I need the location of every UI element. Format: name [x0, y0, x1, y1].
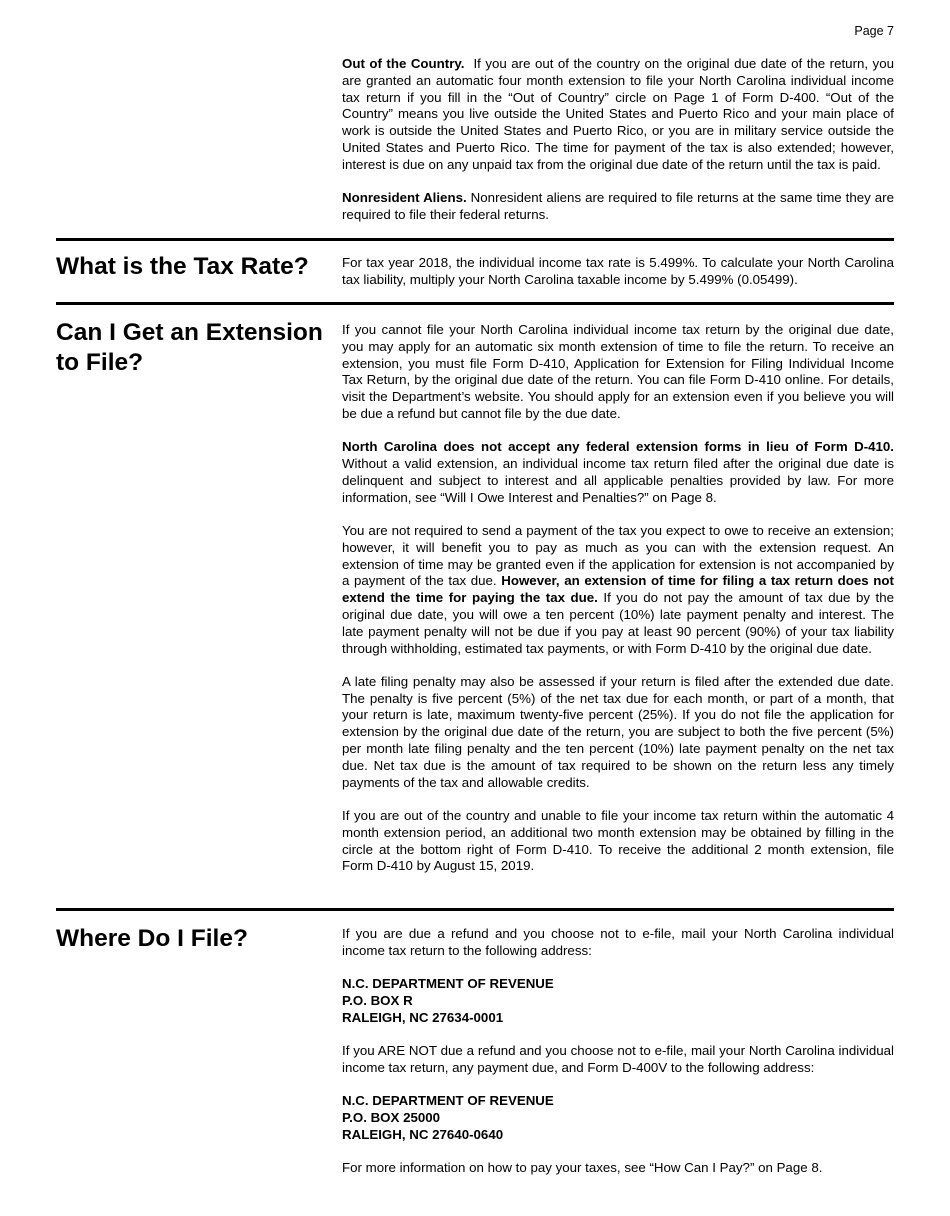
payment-address	[342, 1093, 894, 1143]
tax-rate-text: For tax year 2018, the individual income tax rate is 5.499%. To calculate your North Carolina tax liability, multiply your North Carolina taxable income by 5.499% (0.05499).	[342, 255, 894, 287]
address-line: N.C. DEPARTMENT OF REVENUE	[342, 1093, 554, 1109]
extension-paragraph-2	[342, 439, 894, 506]
address-line: P.O. BOX R	[342, 992, 413, 1008]
tax-rate-heading: What is the Tax Rate?	[56, 253, 309, 280]
extension-heading: Can I Get an Extension to File?	[56, 319, 323, 376]
extension-paragraph-3	[342, 523, 894, 657]
address-line: RALEIGH, NC 27640-0640	[342, 1126, 504, 1142]
extension-paragraph-1: If you cannot file your North Carolina individual income tax return by the original due date, you may apply for an automatic six month extension of time to file the return. To receive an extension, you must file Form D-410, Application for Extension for Filing Individual Income Tax Return, by the original due date of the return. You can file Form D-410 online. For details, visit the Department’s website. You should apply for an extension even if you believe you will be due a refund but cannot file by the due date.	[342, 322, 894, 421]
out-of-country-paragraph	[342, 56, 894, 174]
nonresident-aliens-text: Nonresident aliens are required to file returns at the same time they are required to file their federal returns.	[342, 190, 895, 222]
more-info-paragraph: For more information on how to pay your taxes, see “How Can I Pay?” on Page 8.	[342, 1159, 823, 1175]
extension-paragraph-5: If you are out of the country and unable to file your income tax return within the automatic 4 month extension period, an additional two month extension may be obtained by filling in the circle at the bottom right of Form D-410. To receive the additional 2 month extension, file Form D-410 by August 15, 2019.	[342, 807, 894, 874]
section-divider	[56, 238, 894, 241]
page-number: Page 7	[854, 24, 894, 38]
extension-paragraph-3-a: You are not required to send a payment of the tax you expect to owe to receive an extension; however, it will benefit you to pay as much as you can with the extension request. An extension of time may be granted even if the application for extension is not accompanied by a payment of the tax due.	[342, 522, 894, 589]
refund-address	[342, 976, 894, 1026]
payment-notice: However, an extension of time for filing a tax return does not extend the time for paying the tax due.	[342, 573, 894, 606]
out-of-country-lead: Out of the Country.	[342, 56, 465, 71]
intro-section	[342, 56, 894, 224]
federal-forms-notice: North Carolina does not accept any federal extension forms in lieu of Form D-410.	[342, 439, 894, 455]
payment-due-paragraph: If you ARE NOT due a refund and you choose not to e-file, mail your North Carolina individual income tax return, any payment due, and Form D-400V to the following address:	[342, 1042, 894, 1075]
where-file-section	[342, 926, 894, 1177]
extension-paragraph-3-b: If you do not pay the amount of tax due by the original due date, you will owe a ten percent (10%) late payment penalty and interest. The late payment penalty will not be due if you pay at least 90 percent (90%) of your tax liability through withholding, estimated tax payments, or with Form D-410 by the original due date.	[342, 590, 895, 656]
extension-section	[342, 322, 894, 875]
address-line: RALEIGH, NC 27634-0001	[342, 1009, 504, 1025]
nonresident-aliens-paragraph	[342, 190, 894, 224]
address-line: N.C. DEPARTMENT OF REVENUE	[342, 976, 554, 992]
address-line: P.O. BOX 25000	[342, 1109, 441, 1125]
out-of-country-text: If you are out of the country on the original due date of the return, you are granted an automatic four month extension to file your North Carolina individual income tax return if you fill in the “Out of Country” circle on Page 1 of Form D-400. “Out of the Country” means you live outside the United States and Puerto Rico and your main place of work is outside the United States and Puerto Rico, or you are in military service outside the United States and Puerto Rico. The time for payment of the tax is also extended; however, interest is due on any unpaid tax from the original due date of the return until the tax is paid.	[342, 56, 894, 172]
refund-paragraph: If you are due a refund and you choose not to e-file, mail your North Carolina individual income tax return to the following address:	[342, 926, 894, 958]
extension-paragraph-4: A late filing penalty may also be assessed if your return is filed after the extended due date. The penalty is five percent (5%) of the net tax due for each month, or part of a month, that your return is late, maximum twenty-five percent (25%). If you do not file the application for extension by the original due date of the return, you are subject to both the five percent (5%) per month late filing penalty and the ten percent (10%) late payment penalty on the net tax due. Net tax due is the amount of tax required to be shown on the return less any timely payments of the tax and allowable credits.	[342, 673, 894, 790]
extension-paragraph-2-text: Without a valid extension, an individual income tax return filed after the original due date is delinquent and subject to interest and all applicable penalties provided by law. For more information, see “Will I Owe Interest and Penalties?” on Page 8.	[342, 456, 894, 505]
section-divider	[56, 908, 894, 911]
tax-rate-section	[342, 255, 894, 289]
where-file-heading: Where Do I File?	[56, 925, 248, 952]
nonresident-aliens-lead: Nonresident Aliens.	[342, 190, 467, 206]
section-divider	[56, 302, 894, 305]
